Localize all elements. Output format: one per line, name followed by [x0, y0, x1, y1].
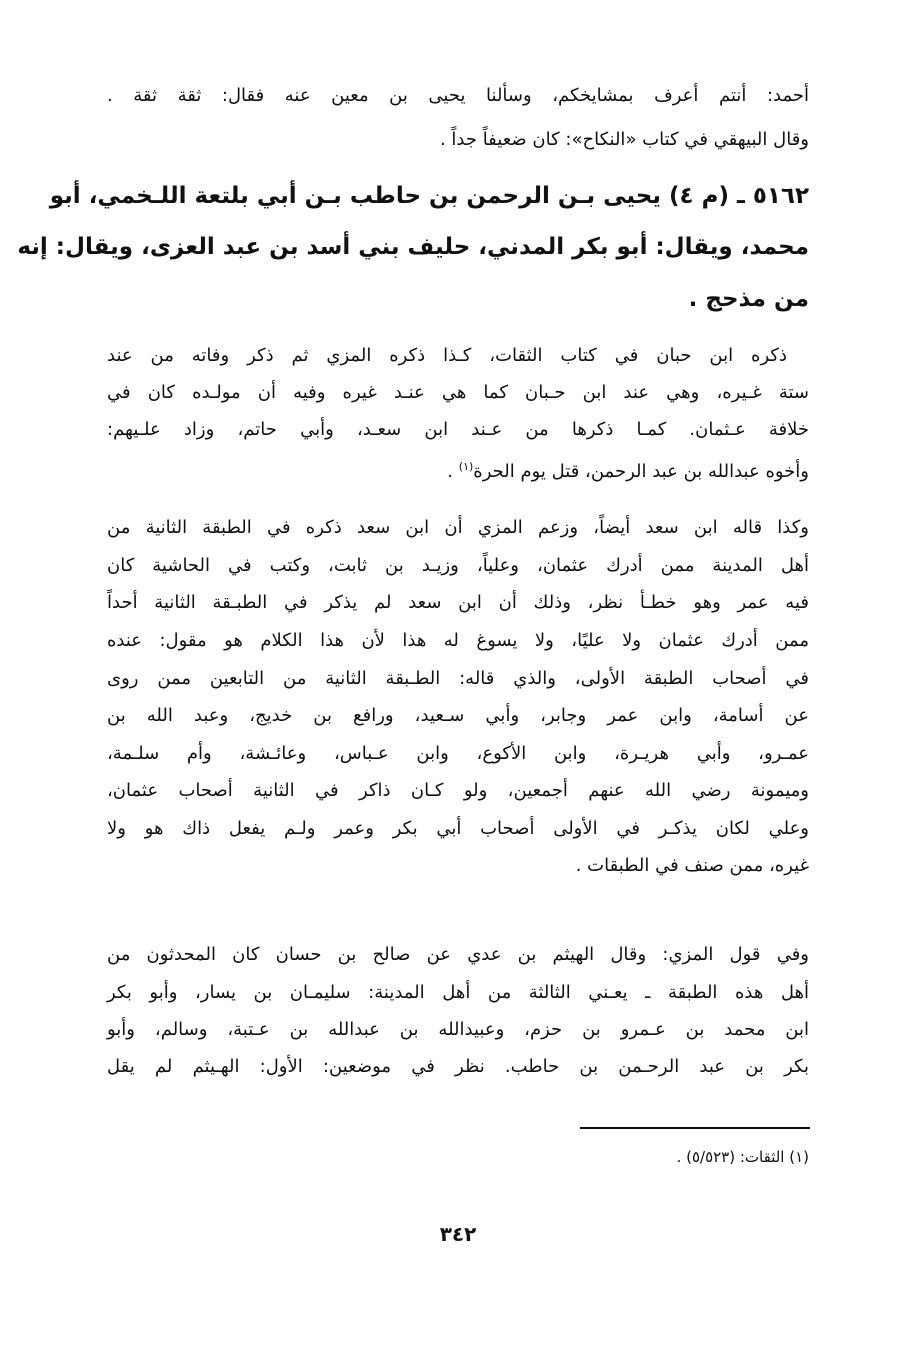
footnote-marker[interactable]: (١): [458, 460, 474, 473]
text-line: أهل المدينة ممن أدرك عثمان، وعلياً، وزيـد بن ثابت، وكتب في الحاشية كان: [107, 555, 809, 576]
text-span: وأخوه عبدالله بن عبد الرحمن، قتل يوم الحرة: [473, 461, 809, 482]
text-line: [107, 452, 809, 487]
text-line: خلافة عـثمان. كمـا ذكرها من عـند ابن سعـد، وأبي حاتم، وزاد علـيهم:: [107, 419, 809, 440]
text-line: وكذا قاله ابن سعد أيضاً، وزعم المزي أن ابن سعد ذكره في الطبقة الثانية من: [107, 517, 809, 538]
text-line: وفي قول المزي: وقال الهيثم بن عدي عن صالح بن حسان كان المحدثون من: [107, 944, 809, 965]
text-line: فيه عمر وهو خطـأ نظر، وذلك أن ابن سعد لم يذكر في الطبـقة الثانية أحداً: [107, 592, 809, 613]
text-line: وقال البيهقي في كتاب «النكاح»: كان ضعيفاً جداً .: [439, 129, 809, 150]
text-line: وميمونة رضي الله عنهم أجمعين، ولو كـان ذاكر في الثانية أصحاب عثمان،: [107, 780, 809, 801]
text-span: .: [447, 461, 459, 482]
text-line: عن أسامة، وابن عمر وجابر، وأبي سـعيد، ورافع بن خديج، وعبد الله بن: [107, 705, 809, 726]
text-line: غيره، ممن صنف في الطبقات .: [575, 855, 809, 876]
text-line: ستة غـيره، وهي عند ابن حـبان كما هي عنـد غيره وفيه أن مولـده كان في: [107, 382, 809, 403]
footnote-divider: [580, 1127, 810, 1129]
text-line: ابن محمد بن عـمرو بن حزم، وعبيدالله بن عبدالله بن عـتبة، وسالم، وأبو: [107, 1019, 809, 1040]
text-line: في أصحاب الطبقة الأولى، والذي قاله: الطـبقة الثانية من التابعين ممن روى: [107, 668, 809, 689]
text-line: ممن أدرك عثمان ولا عليًا، ولا يسوغ له هذا لأن هذا الكلام هو مقول: عنده: [107, 630, 809, 651]
entry-heading-line: من مذحج .: [688, 286, 809, 312]
text-line: بكر بن عبد الرحـمن بن حاطب. نظر في موضعين: الأول: الهـيثم لم يقل: [107, 1056, 809, 1077]
text-line: أهل هذه الطبقة ـ يعـني الثالثة من أهل المدينة: سليمـان بن يسار، وأبو بكر: [107, 982, 809, 1003]
entry-heading-line: ٥١٦٢ ـ (م ٤) يحيى بـن الرحمن بن حاطب بـن أبي بلتعة اللـخمي، أبو: [49, 183, 809, 209]
text-line: أحمد: أنتم أعرف بمشايخكم، وسألنا يحيى بن معين عنه فقال: ثقة ثقة .: [107, 85, 809, 106]
text-line: ذكره ابن حبان في كتاب الثقات، كـذا ذكره المزي ثم ذكر وفاته من عند: [107, 345, 787, 366]
entry-heading-line: محمد، ويقال: أبو بكر المدني، حليف بني أسد بن عبد العزى، ويقال: إنه: [17, 234, 809, 260]
text-line: عمـرو، وأبي هريـرة، وابن الأكوع، وابن عـباس، وعائـشة، وأم سلـمة،: [107, 743, 809, 764]
text-line: وعلي لكان يذكـر في الأولى أصحاب أبي بكر وعمر ولـم يفعل ذاك هو ولا: [107, 818, 809, 839]
page-number: ٣٤٢: [439, 1222, 477, 1246]
footnote: (١) الثقات: (٥/٥٢٣) .: [676, 1148, 809, 1166]
